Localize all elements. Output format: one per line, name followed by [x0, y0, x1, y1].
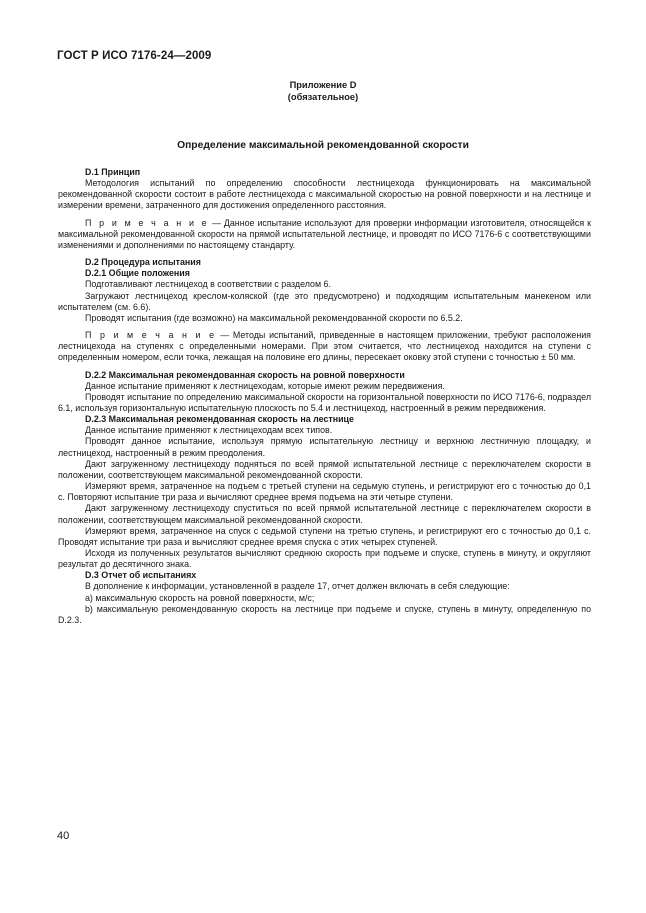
- paragraph: Исходя из полученных результатов вычисляют среднюю скорость при подъеме и спуске, ступень в минуту, и округляют результат до десятичного знака.: [58, 548, 591, 570]
- note-text: — Методы испытаний, приведенные в настоящем приложении, требуют расположения лестницехода на ступенях с определенными номерами. При этом считается, что лестницеход находится на ступени с определенным номером, если точка, лежащая на половине его длины, пересекает оковку этой ступени с точностью ± 50 мм.: [58, 330, 591, 363]
- paragraph: Методология испытаний по определению способности лестницехода функционировать на максимальной рекомендованной скорости состоит в работе лестницехода с максимальной скоростью на ровной поверхности и на лестнице и измерении времени, затраченного для достижения определенного расстояния.: [58, 178, 591, 211]
- paragraph: Данное испытание применяют к лестницеходам всех типов.: [85, 425, 333, 436]
- heading-d21: D.2.1 Общие положения: [85, 268, 190, 279]
- standard-header: ГОСТ Р ИСО 7176-24—2009: [57, 50, 212, 62]
- appendix-status: (обязательное): [287, 92, 359, 102]
- heading-d2: D.2 Процедура испытания: [85, 257, 201, 268]
- paragraph: Дают загруженному лестницеходу спуститься по всей прямой испытательной лестнице с переключателем скорости в положении, соответствующем максимальной рекомендованной скорости.: [58, 503, 591, 525]
- document-body: [58, 167, 591, 626]
- paragraph: Дают загруженному лестницеходу подняться по всей прямой испытательной лестнице с переключателем скорости в положении, соответствующем максимальной рекомендованной скорости.: [58, 458, 591, 480]
- paragraph: Проводят данное испытание, используя прямую испытательную лестницу и верхнюю лестничную площадку, и лестницеход, настроенный в режим преодоления.: [58, 436, 591, 458]
- paragraph: Измеряют время, затраченное на спуск с седьмой ступени на третью ступень, и регистрируют его с точностью до 0,1 с. Проводят испытание три раза и вычисляют среднее время спуска с этих четырех ступеней.: [58, 525, 591, 547]
- heading-d1: D.1 Принцип: [85, 167, 141, 177]
- heading-d22: D.2.2 Максимальная рекомендованная скорость на ровной поверхности: [85, 369, 405, 380]
- paragraph: Данное испытание применяют к лестницеходам, которые имеют режим передвижения.: [85, 380, 445, 391]
- paragraph: Измеряют время, затраченное на подъем с третьей ступени на седьмую ступень, и регистрируют его с точностью до 0,1 с. Повторяют испытание три раза и вычисляют среднее время подъема на эти четыре ступени.: [58, 481, 591, 503]
- page-number: 40: [57, 830, 70, 842]
- paragraph: Загружают лестницеход креслом-коляской (где это предусмотрено) и подходящим испытательным манекеном или испытателем (см. 6.6).: [58, 290, 591, 312]
- appendix-title: Приложение D: [289, 80, 357, 90]
- paragraph: Проводят испытания (где возможно) на максимальной рекомендованной скорости по 6.5.2.: [85, 312, 463, 323]
- list-item-a: а) максимальную скорость на ровной поверхности, м/с;: [85, 592, 315, 603]
- heading-d3: D.3 Отчет об испытаниях: [85, 570, 197, 581]
- paragraph: Проводят испытание по определению максимальной скорости на горизонтальной поверхности по ИСО 7176-6, подраздел 6.1, используя горизонтальную испытательную плоскость по 5.4 и лестницеход, настроенный в режим передвижения.: [58, 391, 591, 413]
- note-text: — Данное испытание используют для проверки информации изготовителя, относящейся к максимальной рекомендованной скорости на прямой испытательной лестнице, и проводят по ИСО 7176-6 с соответствующими изменениями и дополнениями по настоящему стандарту.: [58, 217, 591, 250]
- list-item-b: b) максимальную рекомендованную скорость на лестнице при подъеме и спуске, ступень в минуту, определенную по D.2.3.: [58, 603, 591, 625]
- note-label: П р и м е ч а н и е: [85, 330, 217, 341]
- paragraph: Подготавливают лестницеход в соответствии с разделом 6.: [85, 279, 331, 290]
- heading-d23: D.2.3 Максимальная рекомендованная скорость на лестнице: [85, 414, 354, 425]
- note-label: П р и м е ч а н и е: [85, 217, 210, 228]
- note: [58, 330, 591, 363]
- note: [58, 218, 591, 251]
- section-title: Определение максимальной рекомендованной скорости: [177, 140, 469, 151]
- paragraph: В дополнение к информации, установленной в разделе 17, отчет должен включать в себя следующие:: [85, 581, 510, 592]
